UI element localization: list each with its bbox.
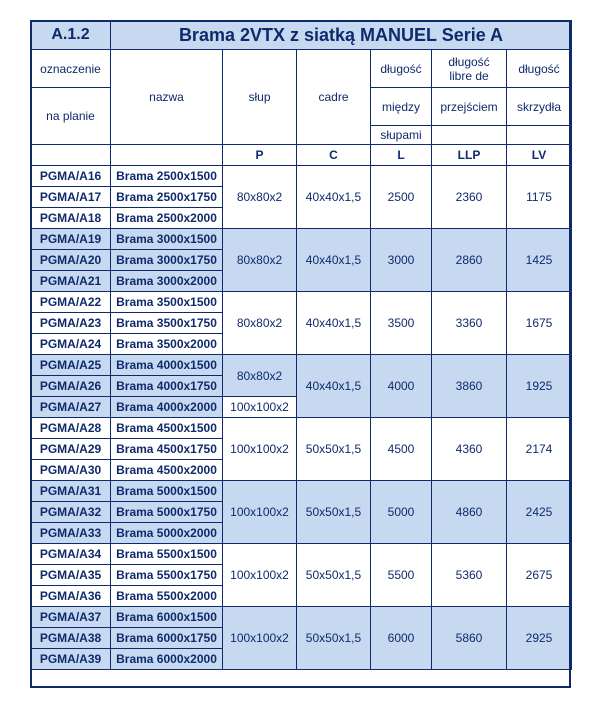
row-name: Brama 4500x1750 xyxy=(111,439,223,460)
row-name: Brama 2500x1750 xyxy=(111,187,223,208)
group-llp: 2360 xyxy=(432,166,507,229)
row-name: Brama 2500x2000 xyxy=(111,208,223,229)
row-name: Brama 3500x1750 xyxy=(111,313,223,334)
row-code: PGMA/A17 xyxy=(31,187,111,208)
group-llp: 3360 xyxy=(432,292,507,355)
table-row xyxy=(31,607,572,628)
group-frame: 50x50x1,5 xyxy=(297,607,371,670)
table-row xyxy=(31,292,572,313)
row-name: Brama 4500x1500 xyxy=(111,418,223,439)
row-code: PGMA/A23 xyxy=(31,313,111,334)
title-row xyxy=(31,21,572,50)
row-code: PGMA/A27 xyxy=(31,397,111,418)
header-dlugosc-libre xyxy=(432,50,507,88)
row-code: PGMA/A37 xyxy=(31,607,111,628)
row-code: PGMA/A30 xyxy=(31,460,111,481)
row-name: Brama 3500x2000 xyxy=(111,334,223,355)
group-frame: 40x40x1,5 xyxy=(297,292,371,355)
table-row xyxy=(31,229,572,250)
row-name: Brama 3500x1500 xyxy=(111,292,223,313)
group-llp: 4360 xyxy=(432,418,507,481)
group-lv: 2425 xyxy=(507,481,572,544)
group-length: 6000 xyxy=(371,607,432,670)
group-post: 80x80x2 xyxy=(223,166,297,229)
group-length: 3500 xyxy=(371,292,432,355)
row-name: Brama 3000x2000 xyxy=(111,271,223,292)
group-lv: 2925 xyxy=(507,607,572,670)
spec-sheet xyxy=(30,20,571,688)
group-lv: 1175 xyxy=(507,166,572,229)
group-frame: 50x50x1,5 xyxy=(297,481,371,544)
group-llp: 5360 xyxy=(432,544,507,607)
row-code: PGMA/A34 xyxy=(31,544,111,565)
group-lv: 1675 xyxy=(507,292,572,355)
symbol-empty-name xyxy=(111,145,223,166)
section-code: A.1.2 xyxy=(31,21,111,50)
group-length: 2500 xyxy=(371,166,432,229)
row-name: Brama 5000x2000 xyxy=(111,523,223,544)
group-length: 4000 xyxy=(371,355,432,418)
header-oznaczenie: oznaczenie xyxy=(31,50,111,88)
row-code: PGMA/A39 xyxy=(31,649,111,670)
group-llp: 3860 xyxy=(432,355,507,418)
row-code: PGMA/A32 xyxy=(31,502,111,523)
row-code: PGMA/A19 xyxy=(31,229,111,250)
gate-spec-table xyxy=(30,20,572,670)
row-code: PGMA/A38 xyxy=(31,628,111,649)
row-code: PGMA/A35 xyxy=(31,565,111,586)
row-code: PGMA/A16 xyxy=(31,166,111,187)
row-code: PGMA/A31 xyxy=(31,481,111,502)
group-frame: 40x40x1,5 xyxy=(297,229,371,292)
row-name: Brama 6000x1500 xyxy=(111,607,223,628)
row-code: PGMA/A21 xyxy=(31,271,111,292)
symbol-row xyxy=(31,145,572,166)
group-frame: 40x40x1,5 xyxy=(297,166,371,229)
row-code: PGMA/A29 xyxy=(31,439,111,460)
group-length: 3000 xyxy=(371,229,432,292)
symbol-frame: C xyxy=(297,145,371,166)
group-post: 80x80x2 xyxy=(223,292,297,355)
group-lv: 2174 xyxy=(507,418,572,481)
group-frame: 40x40x1,5 xyxy=(297,355,371,418)
header-libre-de: libre de xyxy=(449,68,489,83)
table-row xyxy=(31,544,572,565)
header-skrzydla: skrzydła xyxy=(507,88,572,126)
group-lv: 2675 xyxy=(507,544,572,607)
row-code: PGMA/A24 xyxy=(31,334,111,355)
table-row xyxy=(31,166,572,187)
symbol-lv: LV xyxy=(507,145,572,166)
group-post: 80x80x2 xyxy=(223,355,297,397)
header-slupami: słupami xyxy=(371,126,432,145)
row-name: Brama 5500x1750 xyxy=(111,565,223,586)
group-post: 100x100x2 xyxy=(223,481,297,544)
header-slup: słup xyxy=(223,50,297,145)
row-name: Brama 4500x2000 xyxy=(111,460,223,481)
group-llp: 2860 xyxy=(432,229,507,292)
symbol-llp: LLP xyxy=(432,145,507,166)
symbol-empty-code xyxy=(31,145,111,166)
symbol-len: L xyxy=(371,145,432,166)
group-post: 80x80x2 xyxy=(223,229,297,292)
header-dlugosc-2: długość xyxy=(448,54,490,69)
row-name: Brama 4000x1750 xyxy=(111,376,223,397)
page-title: Brama 2VTX z siatką MANUEL Serie A xyxy=(111,21,572,50)
table-row xyxy=(31,418,572,439)
row-code: PGMA/A33 xyxy=(31,523,111,544)
group-post-alt: 100x100x2 xyxy=(223,397,297,418)
row-name: Brama 4000x1500 xyxy=(111,355,223,376)
row-name: Brama 3000x1500 xyxy=(111,229,223,250)
group-post: 100x100x2 xyxy=(223,418,297,481)
header-dlugosc-3: długość xyxy=(507,50,572,88)
header-miedzy: między xyxy=(371,88,432,126)
header-na-planie: na planie xyxy=(31,88,111,145)
group-post: 100x100x2 xyxy=(223,607,297,670)
row-name: Brama 5000x1500 xyxy=(111,481,223,502)
table-row xyxy=(31,481,572,502)
group-length: 4500 xyxy=(371,418,432,481)
group-post: 100x100x2 xyxy=(223,544,297,607)
group-length: 5000 xyxy=(371,481,432,544)
group-llp: 4860 xyxy=(432,481,507,544)
header-row-1 xyxy=(31,50,572,88)
group-lv: 1925 xyxy=(507,355,572,418)
header-cadre: cadre xyxy=(297,50,371,145)
row-code: PGMA/A26 xyxy=(31,376,111,397)
group-length: 5500 xyxy=(371,544,432,607)
row-name: Brama 5000x1750 xyxy=(111,502,223,523)
row-code: PGMA/A20 xyxy=(31,250,111,271)
header-empty-lv xyxy=(507,126,572,145)
row-name: Brama 3000x1750 xyxy=(111,250,223,271)
row-code: PGMA/A25 xyxy=(31,355,111,376)
row-code: PGMA/A36 xyxy=(31,586,111,607)
group-llp: 5860 xyxy=(432,607,507,670)
header-dlugosc-1: długość xyxy=(371,50,432,88)
row-name: Brama 5500x2000 xyxy=(111,586,223,607)
row-name: Brama 2500x1500 xyxy=(111,166,223,187)
header-nazwa: nazwa xyxy=(111,50,223,145)
header-empty-llp xyxy=(432,126,507,145)
group-lv: 1425 xyxy=(507,229,572,292)
row-name: Brama 5500x1500 xyxy=(111,544,223,565)
row-code: PGMA/A28 xyxy=(31,418,111,439)
symbol-post: P xyxy=(223,145,297,166)
row-code: PGMA/A18 xyxy=(31,208,111,229)
table-row xyxy=(31,355,572,376)
row-name: Brama 4000x2000 xyxy=(111,397,223,418)
row-name: Brama 6000x2000 xyxy=(111,649,223,670)
group-frame: 50x50x1,5 xyxy=(297,544,371,607)
row-code: PGMA/A22 xyxy=(31,292,111,313)
group-frame: 50x50x1,5 xyxy=(297,418,371,481)
header-przejsciem: przejściem xyxy=(432,88,507,126)
row-name: Brama 6000x1750 xyxy=(111,628,223,649)
